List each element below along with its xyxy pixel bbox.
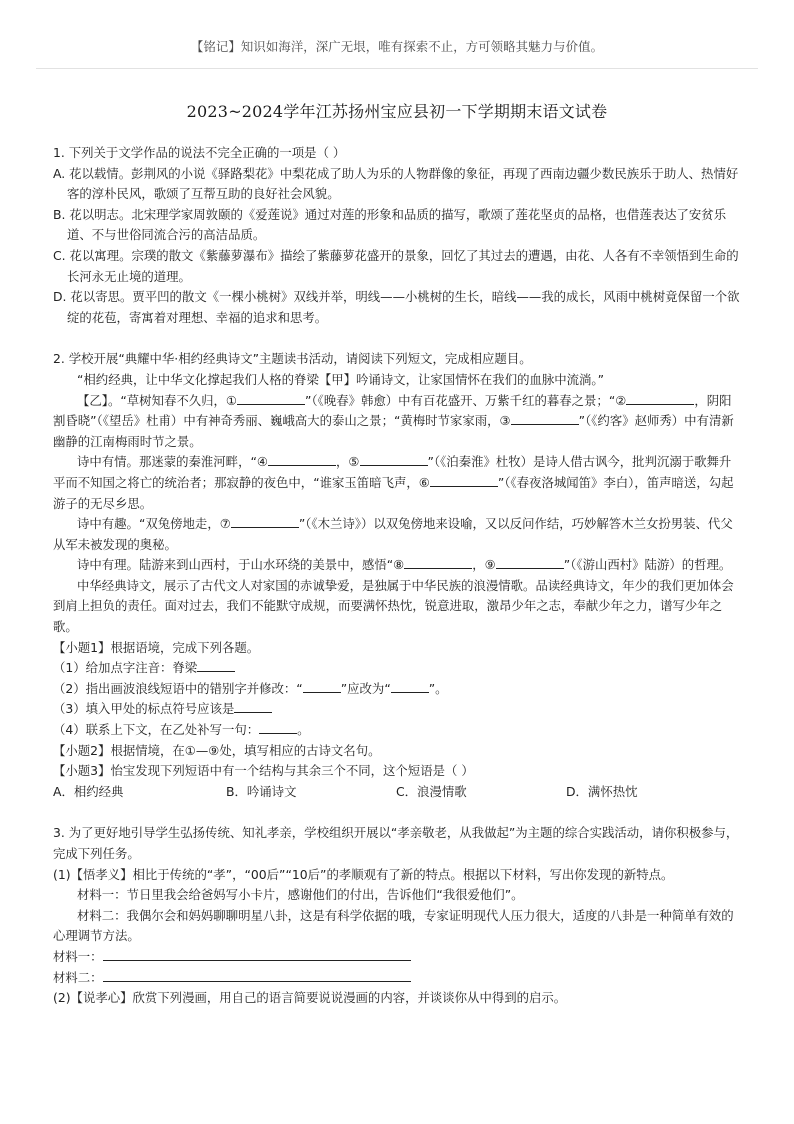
text-span: ③ <box>499 413 511 429</box>
text-span: 材料二： <box>53 969 103 985</box>
q2-paragraph-5 <box>53 555 743 576</box>
option-d[interactable]: D．满怀热忱 <box>566 783 638 799</box>
q2-paragraph-3 <box>53 452 743 514</box>
text-span: 材料一： <box>53 948 103 964</box>
header-divider <box>36 68 758 69</box>
answer-blank-pinyin[interactable] <box>197 658 235 672</box>
text-span: “② <box>608 392 627 408</box>
answer-blank-7[interactable] <box>231 514 299 528</box>
text-span: 诗中有趣。“双兔傍地走，⑦ <box>77 516 231 532</box>
q2-paragraph-2 <box>53 391 743 453</box>
text-span: ”应改为“ <box>340 680 391 696</box>
q1-option-b: B. 花以明志。北宋理学家周敦颐的《爱莲说》通过对莲的形象和品质的描写，歌颂了莲花坚贞的品格，也借莲表达了安贫乐道、不与世俗同流合污的高洁品质。 <box>53 206 727 243</box>
answer-blank-correct-char[interactable] <box>391 679 429 693</box>
q2-stem: 2. 学校开展“典耀中华·相约经典诗文”主题读书活动，请阅读下列短文，完成相应题目。 <box>53 351 532 367</box>
q3-task-2: (2)【说孝心】欣赏下列漫画，用自己的语言简要说说漫画的内容，并谈谈你从中得到的启示。 <box>53 990 567 1006</box>
q1-stem: 1. 下列关于文学作品的说法不完全正确的一项是（ ） <box>53 145 346 160</box>
text-span: ”（《晚春》韩愈）中有百花盛开、万紫千红的暮春之景； <box>305 392 609 408</box>
q2-paragraph-6: 中华经典诗文，展示了古代文人对家国的赤诚挚爱，是独属于中华民族的浪漫情歌。品读经典诗文，年少的我们更加体会到肩上担负的责任。面对过去，我们不能默守成规，而要满怀热忱，锐意进取，激昂少年之志，奉献少年之力，谱写少年之歌。 <box>53 577 734 635</box>
answer-blank-sentence[interactable] <box>259 720 297 734</box>
q2-sub1-item-3 <box>53 699 743 720</box>
option-b[interactable]: B．吟诵诗文 <box>226 783 297 799</box>
text-span: ”（《木兰诗》）以双兔傍地来设喻，又以反问作结，巧妙解答木兰女扮男装、代父从军未被发现的奥秘。 <box>53 516 733 552</box>
text-span: （1）给加点字注音：脊梁 <box>53 660 198 676</box>
q2-sub1-heading: 【小题1】根据语境，完成下列各题。 <box>53 639 260 655</box>
q3-material-1: 材料一：节日里我会给爸妈写小卡片，感谢他们的付出，告诉他们“我很爱他们”。 <box>77 887 524 903</box>
exam-content <box>53 143 743 1009</box>
spacer <box>53 328 743 349</box>
text-span: （3）填入甲处的标点符号应该是 <box>53 701 235 717</box>
page-title: 2023~2024学年江苏扬州宝应县初一下学期期末语文试卷 <box>186 102 608 121</box>
text-span: 。 <box>297 722 310 738</box>
spacer <box>53 802 743 823</box>
header-motto: 【铭记】知识如海洋，深广无垠，唯有探索不止，方可领略其魅力与价值。 <box>190 39 604 54</box>
text-span: （4）联系上下文，在乙处补写一句： <box>53 722 260 738</box>
text-span: ”（《泊秦淮》杜牧）是诗人借古讽今，批判沉溺于歌舞升平而不知国之将亡的统治者；那寂静的夜色中，“谁家玉笛暗飞声，⑥ <box>53 454 732 490</box>
answer-blank-5[interactable] <box>360 452 428 466</box>
answer-blank-punctuation[interactable] <box>234 699 272 713</box>
q1-option-c: C. 花以寓理。宗璞的散文《紫藤萝瀑布》描绘了紫藤萝花盛开的景象，回忆了其过去的遭遇，由花、人各有不幸领悟到生命的长河永无止境的道理。 <box>53 247 739 284</box>
answer-blank-9[interactable] <box>496 555 564 569</box>
answer-line-material-2[interactable] <box>103 968 411 982</box>
text-span: ，⑤ <box>336 454 360 470</box>
q3-answer-row-1 <box>53 947 743 968</box>
q2-sub1-item-4 <box>53 720 743 741</box>
text-span: ，阴阳割昏晓”（《望岳》杜甫）中有神奇秀丽、巍峨高大的泰山之景；“黄梅时节家家雨， <box>53 392 732 429</box>
q2-sub3-options <box>53 782 743 803</box>
text-span: ”（《游山西村》陆游）的哲理。 <box>563 557 732 573</box>
q2-paragraph-1: “相约经典，让中华文化撑起我们人格的脊梁【甲】吟诵诗文，让家国情怀在我们的血脉中流淌。” <box>77 371 605 387</box>
answer-blank-2[interactable] <box>626 391 694 405</box>
q2-sub1-item-1 <box>53 658 743 679</box>
q2-sub1-item-2 <box>53 679 743 700</box>
q3-task-1: (1)【悟孝义】相比于传统的“孝”，“00后”“10后”的孝顺观有了新的特点。根据以下材料，写出你发现的新特点。 <box>53 866 674 882</box>
answer-blank-4[interactable] <box>268 452 336 466</box>
q2-sub3: 【小题3】怡宝发现下列短语中有一个结构与其余三个不同，这个短语是（ ） <box>53 763 474 779</box>
option-a[interactable]: A．相约经典 <box>53 783 124 799</box>
q1-option-a: A. 花以载情。彭荆风的小说《驿路梨花》中梨花成了助人为乐的人物群像的象征，再现了西南边疆少数民族乐于助人、热情好客的淳朴民风，歌颂了互帮互助的良好社会风貌。 <box>53 165 739 202</box>
q3-material-2: 材料二：我偶尔会和妈妈聊聊明星八卦，这是有科学依据的哦，专家证明现代人压力很大，适度的八卦是一种简单有效的心理调节方法。 <box>53 907 734 944</box>
text-span: ”（《春夜洛城闻笛》李白），笛声暗送，勾起游子的无尽乡思。 <box>53 474 734 511</box>
q2-sub2: 【小题2】根据情境，在①—⑨处，填写相应的古诗文名句。 <box>53 742 381 758</box>
text-span: ，⑨ <box>472 557 496 573</box>
text-span: （2）指出画波浪线短语中的错别字并修改：“ <box>53 680 303 696</box>
text-span: 【乙】。“草树知春不久归，① <box>77 392 238 408</box>
answer-blank-wrong-char[interactable] <box>303 679 341 693</box>
answer-blank-6[interactable] <box>430 473 498 487</box>
q3-answer-row-2 <box>53 968 743 989</box>
text-span: ”。 <box>428 680 448 696</box>
q2-paragraph-4 <box>53 514 743 555</box>
text-span: 诗中有情。那迷蒙的秦淮河畔，“④ <box>77 454 268 470</box>
q1-option-d: D. 花以寄思。贾平凹的散文《一棵小桃树》双线并举，明线——小桃树的生长，暗线——我的成长，风雨中桃树竟保留一个欲绽的花苞，寄寓着对理想、幸福的追求和思考。 <box>53 289 740 325</box>
answer-blank-3[interactable] <box>511 411 579 425</box>
option-c[interactable]: C．浪漫情歌 <box>396 783 467 799</box>
text-span: 诗中有理。陆游来到山西村，于山水环绕的美景中，感悟“⑧ <box>77 557 405 573</box>
text-span: ”（《约客》赵师秀）中有清新幽静的江南梅雨时节之景。 <box>53 413 734 449</box>
answer-line-material-1[interactable] <box>103 947 411 961</box>
answer-blank-1[interactable] <box>237 391 305 405</box>
q3-stem: 3. 为了更好地引导学生弘扬传统、知礼孝亲，学校组织开展以“孝亲敬老，从我做起”为主题的综合实践活动，请你积极参与，完成下列任务。 <box>53 825 739 861</box>
answer-blank-8[interactable] <box>404 555 472 569</box>
